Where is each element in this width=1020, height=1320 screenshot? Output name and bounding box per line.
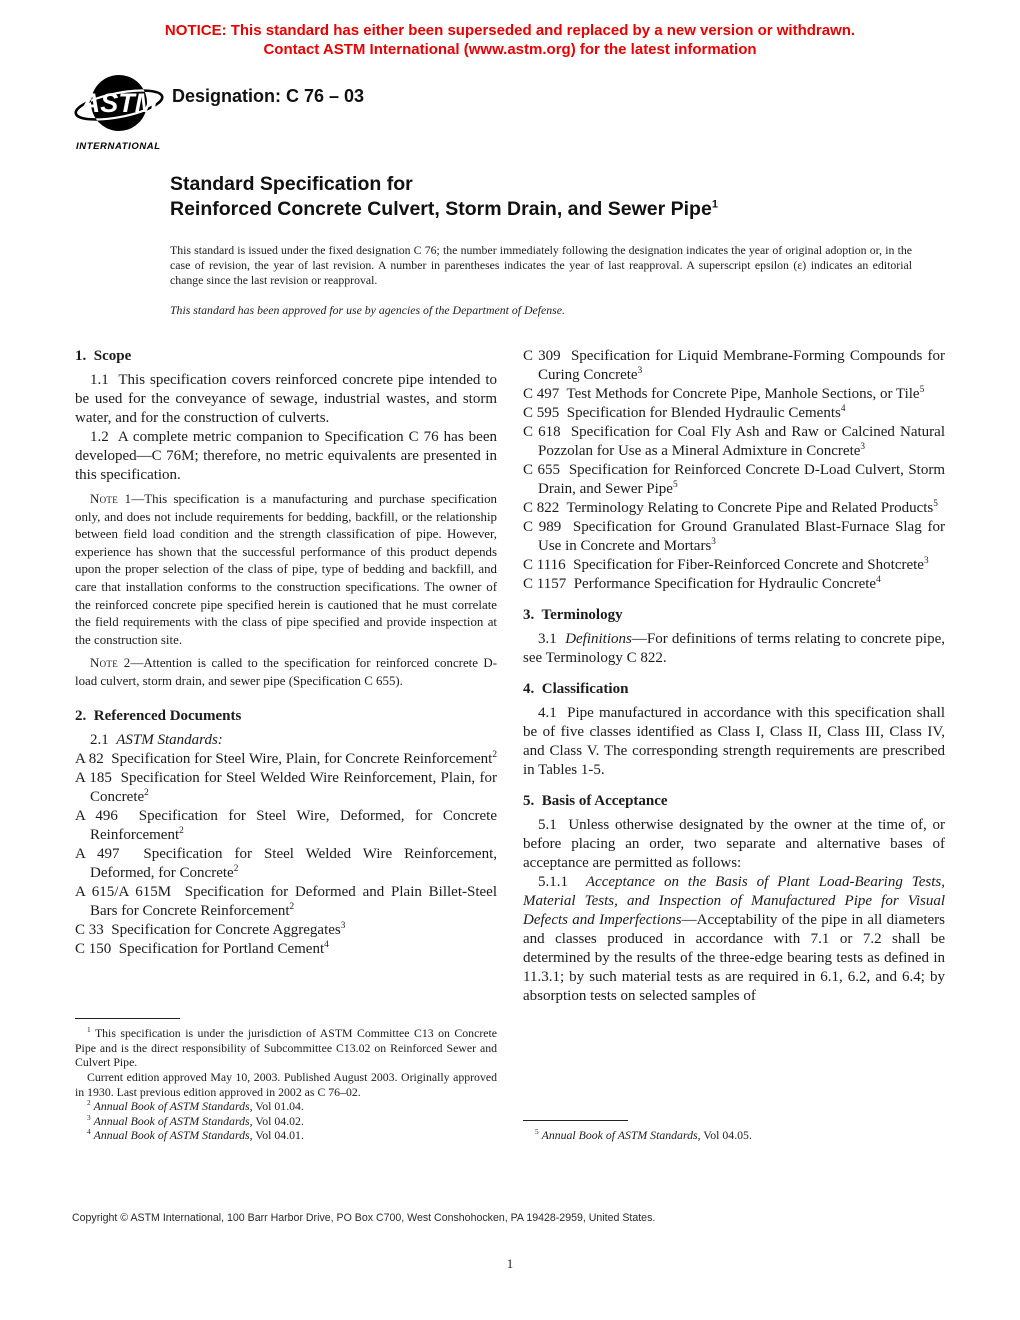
paragraph-1-2: 1.2 A complete metric companion to Specification C 76 has been developed—C 76M; therefore, no metric equivalents are presented in this specification. (75, 429, 497, 483)
astm-logo (74, 72, 170, 152)
title-footnote-ref: 1 (711, 198, 718, 211)
reference-item: C 150 Specification for Portland Cement$^4$ (75, 939, 329, 957)
right-column (523, 347, 945, 1143)
section-5-heading: 5. Basis of Acceptance (523, 793, 668, 809)
footnote-rule (523, 1120, 628, 1121)
notice-line2: Contact ASTM International (www.astm.org) for the latest information (263, 41, 757, 58)
section-4-heading: 4. Classification (523, 681, 629, 697)
copyright-line: Copyright © ASTM International, 100 Barr Harbor Drive, PO Box C700, West Conshohocken, PA 19428-2959, United States. (72, 1212, 656, 1224)
paragraph-3-1: 3.1 Definitions—For definitions of terms relating to concrete pipe, see Terminology C 822. (523, 631, 946, 666)
left-column (75, 347, 497, 1143)
title-line1: Standard Specification for (170, 173, 413, 195)
reference-item: A 615/A 615M Specification for Deformed and Plain Billet-Steel Bars for Concrete Reinforcement$^2$ (75, 883, 497, 919)
reference-item: C 33 Specification for Concrete Aggregates$^3$ (75, 920, 346, 938)
footnote-1: $^1$ This specification is under the jurisdiction of ASTM Committee C13 on Concrete Pipe and is the direct responsibility of Subcommittee C13.02 on Reinforced Sewer and Culvert Pipe. (75, 1025, 497, 1070)
note-2: Note 2—Attention is called to the specification for reinforced concrete D-load culvert, storm drain, and sewer pipe (Specification C 655). (75, 656, 497, 688)
reference-item: A 185 Specification for Steel Welded Wire Reinforcement, Plain, for Concrete$^2$ (75, 769, 497, 805)
designation: Designation: C 76 – 03 (172, 86, 365, 106)
reference-item: A 496 Specification for Steel Wire, Deformed, for Concrete Reinforcement$^2$ (75, 807, 497, 843)
paragraph-5-1-1: 5.1.1 Acceptance on the Basis of Plant Load-Bearing Tests, Material Tests, and Inspection of Manufactured Pipe for Visual Defects and Imperfections—Acceptability of the pipe in all diameters and classes produced in accordance with 7.1 or 7.2 shall be determined by the results of the three-edge bearing tests as defined in 11.3.1; by such material tests as are required in 6.1, 6.2, and 6.4; by absorption tests on selected samples of (523, 874, 945, 1004)
svg-text:ASTM: ASTM (80, 88, 158, 118)
footnote-5: $^5$ Annual Book of ASTM Standards, Vol 04.05. (535, 1127, 752, 1143)
reference-item: C 655 Specification for Reinforced Concrete D-Load Culvert, Storm Drain, and Sewer Pipe$^5$ (523, 462, 945, 497)
footnote-4: $^4$ Annual Book of ASTM Standards, Vol 04.01. (87, 1127, 304, 1143)
footnote-rule (75, 1018, 180, 1019)
notice (0, 21, 1020, 59)
reference-item: C 618 Specification for Coal Fly Ash and Raw or Calcined Natural Pozzolan for Use as a Mineral Admixture in Concrete$^3$ (523, 424, 945, 459)
dod-approval-line: This standard has been approved for use by agencies of the Department of Defense. (170, 303, 565, 317)
footnote-3: $^3$ Annual Book of ASTM Standards, Vol 04.02. (87, 1112, 304, 1128)
reference-item: C 595 Specification for Blended Hydraulic Cements$^4$ (523, 404, 846, 421)
paragraph-2-1: 2.1 ASTM Standards: (90, 731, 223, 748)
astm-logo-icon (74, 72, 166, 138)
reference-item: C 989 Specification for Ground Granulated Blast-Furnace Slag for Use in Concrete and Mortars$^3$ (523, 519, 945, 554)
astm-logo-subtitle: INTERNATIONAL (76, 141, 161, 152)
page-number: 1 (506, 1256, 514, 1271)
paragraph-1-1: 1.1 This specification covers reinforced concrete pipe intended to be used for the conveyance of sewage, industrial wastes, and storm water, and for the construction of culverts. (75, 372, 497, 426)
footnote-edition: Current edition approved May 10, 2003. Published August 2003. Originally approved in 1930. Last previous edition approved in 2002 as C 76–02. (75, 1070, 497, 1099)
body-columns (75, 347, 945, 1143)
title-line2: Reinforced Concrete Culvert, Storm Drain, and Sewer Pipe$^1$ (170, 198, 718, 220)
issuance-paragraph: This standard is issued under the fixed designation C 76; the number immediately following the designation indicates the year of original adoption or, in the case of revision, the year of last revision. A number in parentheses indicates the year of last reapproval. A superscript epsilon (ε) indicates an editorial change since the last revision or reapproval. (170, 243, 912, 287)
reference-item: C 822 Terminology Relating to Concrete Pipe and Related Products$^5$ (523, 499, 938, 516)
section-1-heading: 1. Scope (75, 348, 132, 364)
left-footnotes (75, 1018, 497, 1143)
document-title (170, 172, 930, 222)
right-footnotes (523, 1120, 945, 1143)
note-1: Note 1—This specification is a manufacturing and purchase specification only, and does not include requirements for bedding, backfill, or the relationship between field load condition and the strength classification of pipe. However, experience has shown that the successful performance of this product depends upon the proper selection of the class of pipe, type of bedding and backfill, and care that installation conforms to the construction specifications. The owner of the reinforced concrete pipe specified herein is cautioned that he must correlate the field requirements with the class of pipe specified and provide inspection at the construction site. (75, 492, 497, 647)
reference-item: A 497 Specification for Steel Welded Wire Reinforcement, Deformed, for Concrete$^2$ (75, 845, 497, 881)
paragraph-5-1: 5.1 Unless otherwise designated by the owner at the time of, or before placing an order, two separate and alternative bases of acceptance are permitted as follows: (523, 817, 945, 871)
section-2-heading: 2. Referenced Documents (75, 707, 242, 724)
reference-item: C 309 Specification for Liquid Membrane-Forming Compounds for Curing Concrete$^3$ (523, 348, 945, 383)
paragraph-4-1: 4.1 Pipe manufactured in accordance with this specification shall be of five classes identified as Class I, Class II, Class III, Class IV, and Class V. The corresponding strength requirements are prescribed in Tables 1-5. (523, 705, 945, 778)
footnote-2: $^2$ Annual Book of ASTM Standards, Vol 01.04. (87, 1098, 304, 1114)
reference-item: A 82 Specification for Steel Wire, Plain, for Concrete Reinforcement$^2$ (75, 749, 497, 767)
reference-item: C 1116 Specification for Fiber-Reinforced Concrete and Shotcrete$^3$ (523, 556, 929, 573)
reference-item: C 497 Test Methods for Concrete Pipe, Manhole Sections, or Tile$^5$ (523, 385, 925, 402)
reference-item: C 1157 Performance Specification for Hydraulic Concrete$^4$ (523, 575, 881, 592)
section-3-heading: 3. Terminology (523, 607, 623, 623)
notice-line1: NOTICE: This standard has either been superseded and replaced by a new version or withdrawn. (164, 22, 856, 39)
